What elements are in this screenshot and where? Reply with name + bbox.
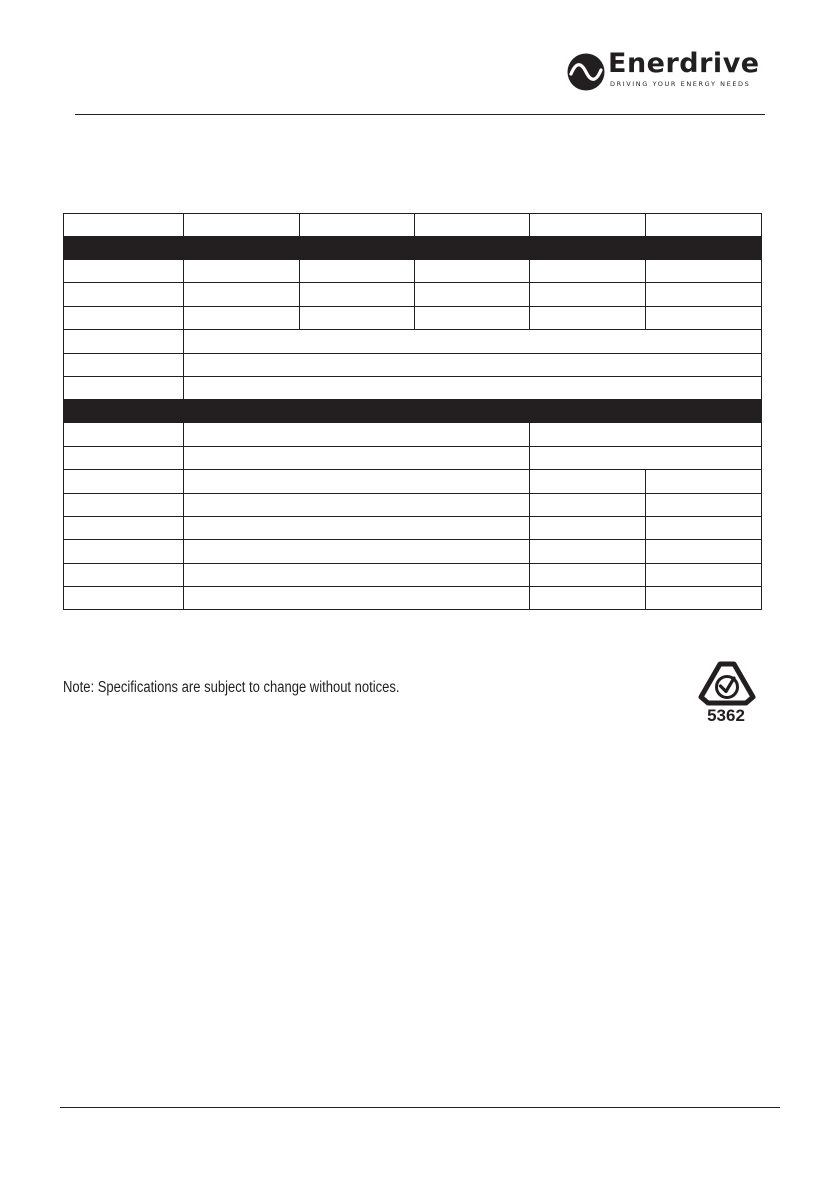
table-row — [64, 587, 762, 610]
table-cell — [646, 516, 762, 539]
table-cell — [530, 283, 646, 306]
table-cell — [64, 330, 184, 353]
table-row — [64, 493, 762, 516]
table-row — [64, 563, 762, 586]
table-cell — [184, 493, 530, 516]
brand-tagline: DRIVING YOUR ENERGY NEEDS — [610, 80, 751, 88]
table-cell — [64, 587, 184, 610]
table-cell — [415, 260, 530, 283]
table-cell — [184, 376, 762, 399]
table-cell — [64, 446, 184, 469]
table-row — [64, 353, 762, 376]
rcm-certification-mark — [694, 660, 764, 726]
table-cell — [64, 423, 184, 446]
table-cell — [184, 516, 530, 539]
specifications-note: Note: Specifications are subject to change without notices. — [63, 679, 400, 696]
table-cell — [530, 260, 646, 283]
table-cell — [184, 587, 530, 610]
table-section-row — [64, 237, 762, 260]
table-cell — [184, 260, 300, 283]
table-cell — [530, 423, 762, 446]
table-cell — [184, 423, 530, 446]
footer-divider — [60, 1107, 780, 1108]
table-cell — [530, 214, 646, 237]
table-row — [64, 470, 762, 493]
table-cell — [184, 306, 300, 329]
table-cell — [530, 516, 646, 539]
table-cell — [64, 376, 184, 399]
table-cell — [64, 237, 762, 260]
table-cell — [646, 563, 762, 586]
table-cell — [646, 214, 762, 237]
table-cell — [646, 540, 762, 563]
table-cell — [64, 493, 184, 516]
table-cell — [64, 563, 184, 586]
table-cell — [530, 587, 646, 610]
table-cell — [646, 470, 762, 493]
table-cell — [300, 214, 415, 237]
table-cell — [646, 283, 762, 306]
table-row — [64, 516, 762, 539]
table-row — [64, 306, 762, 329]
table-cell — [530, 306, 646, 329]
brand-name: Enerdrive — [608, 48, 760, 79]
table-cell — [530, 470, 646, 493]
wave-circle-icon — [566, 52, 606, 92]
table-cell — [300, 283, 415, 306]
table-cell — [184, 540, 530, 563]
table-cell — [64, 283, 184, 306]
table-cell — [184, 330, 762, 353]
table-row — [64, 260, 762, 283]
table-cell — [64, 306, 184, 329]
table-cell — [184, 563, 530, 586]
table-row — [64, 330, 762, 353]
table-cell — [64, 260, 184, 283]
table-cell — [184, 446, 530, 469]
table-cell — [184, 470, 530, 493]
table-cell — [530, 563, 646, 586]
table-cell — [184, 353, 762, 376]
table-row — [64, 540, 762, 563]
table-row — [64, 423, 762, 446]
table-row — [64, 283, 762, 306]
table-cell — [530, 540, 646, 563]
table-cell — [64, 516, 184, 539]
table-cell — [646, 493, 762, 516]
table-cell — [646, 587, 762, 610]
table-cell — [646, 306, 762, 329]
table-cell — [184, 214, 300, 237]
certification-number: 5362 — [707, 706, 745, 725]
table-cell — [64, 400, 762, 423]
table-cell — [646, 260, 762, 283]
brand-logo — [566, 48, 768, 92]
header-divider — [75, 114, 765, 115]
table-cell — [64, 214, 184, 237]
table-cell — [184, 283, 300, 306]
table-cell — [415, 214, 530, 237]
table-cell — [64, 470, 184, 493]
table-header-row — [64, 214, 762, 237]
table-cell — [64, 540, 184, 563]
table-cell — [64, 353, 184, 376]
table-cell — [415, 283, 530, 306]
table-row — [64, 446, 762, 469]
table-cell — [300, 306, 415, 329]
table-cell — [530, 493, 646, 516]
specification-table — [63, 213, 762, 610]
rcm-tick-icon — [696, 660, 758, 706]
table-cell — [530, 446, 762, 469]
table-section-row — [64, 400, 762, 423]
table-cell — [300, 260, 415, 283]
table-row — [64, 376, 762, 399]
table-cell — [415, 306, 530, 329]
